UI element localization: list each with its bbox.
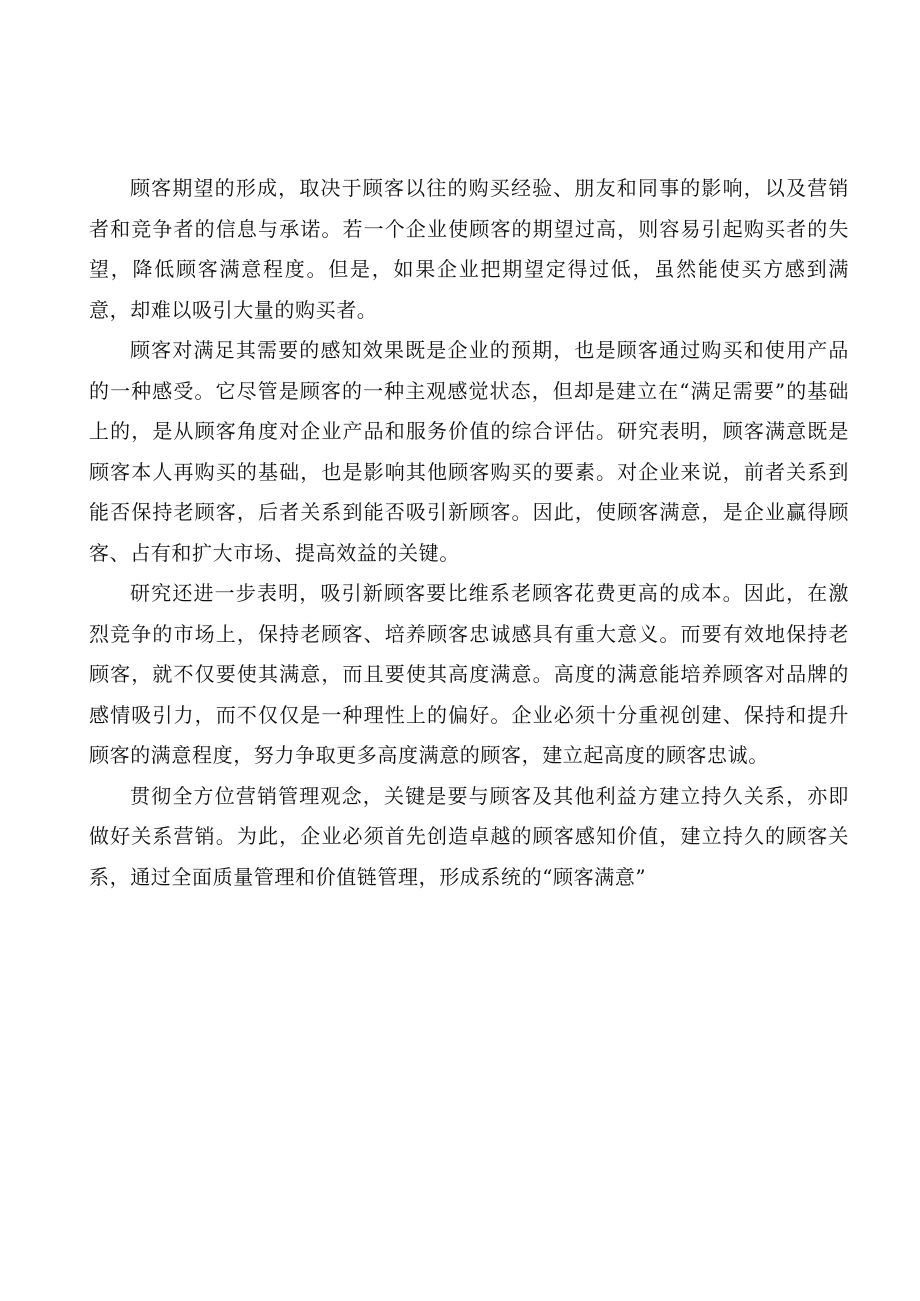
document-body — [89, 168, 849, 897]
paragraph-perceived-effect: 顾客对满足其需要的感知效果既是企业的预期，也是顾客通过购买和使用产品的一种感受。它尽管是顾客的一种主观感觉状态，但却是建立在“满足需要”的基础上的，是从顾客角度对企业产品和服务价值的综合评估。研究表明，顾客满意既是顾客本人再购买的基础，也是影响其他顾客购买的要素。对企业来说，前者关系到能否保持老顾客，后者关系到能否吸引新顾客。因此，使顾客满意，是企业赢得顾客、占有和扩大市场、提高效益的关键。 — [89, 338, 849, 565]
paragraph-retention-cost: 研究还进一步表明，吸引新顾客要比维系老顾客花费更高的成本。因此，在激烈竞争的市场上，保持老顾客、培养顾客忠诚感具有重大意义。而要有效地保持老顾客，就不仅要使其满意，而且要使其高度满意。高度的满意能培养顾客对品牌的感情吸引力，而不仅仅是一种理性上的偏好。企业必须十分重视创建、保持和提升顾客的满意程度，努力争取更多高度满意的顾客，建立起高度的顾客忠诚。 — [89, 581, 849, 767]
paragraph-relationship-marketing: 贯彻全方位营销管理观念，关键是要与顾客及其他利益方建立持久关系，亦即做好关系营销。为此，企业必须首先创造卓越的顾客感知价值，建立持久的顾客关系，通过全面质量管理和价值链管理，形成系统的“顾客满意” — [89, 783, 849, 889]
paragraph-customer-expectation: 顾客期望的形成，取决于顾客以往的购买经验、朋友和同事的影响，以及营销者和竞争者的信息与承诺。若一个企业使顾客的期望过高，则容易引起购买者的失望，降低顾客满意程度。但是，如果企业把期望定得过低，虽然能使买方感到满意，却难以吸引大量的购买者。 — [89, 176, 849, 322]
